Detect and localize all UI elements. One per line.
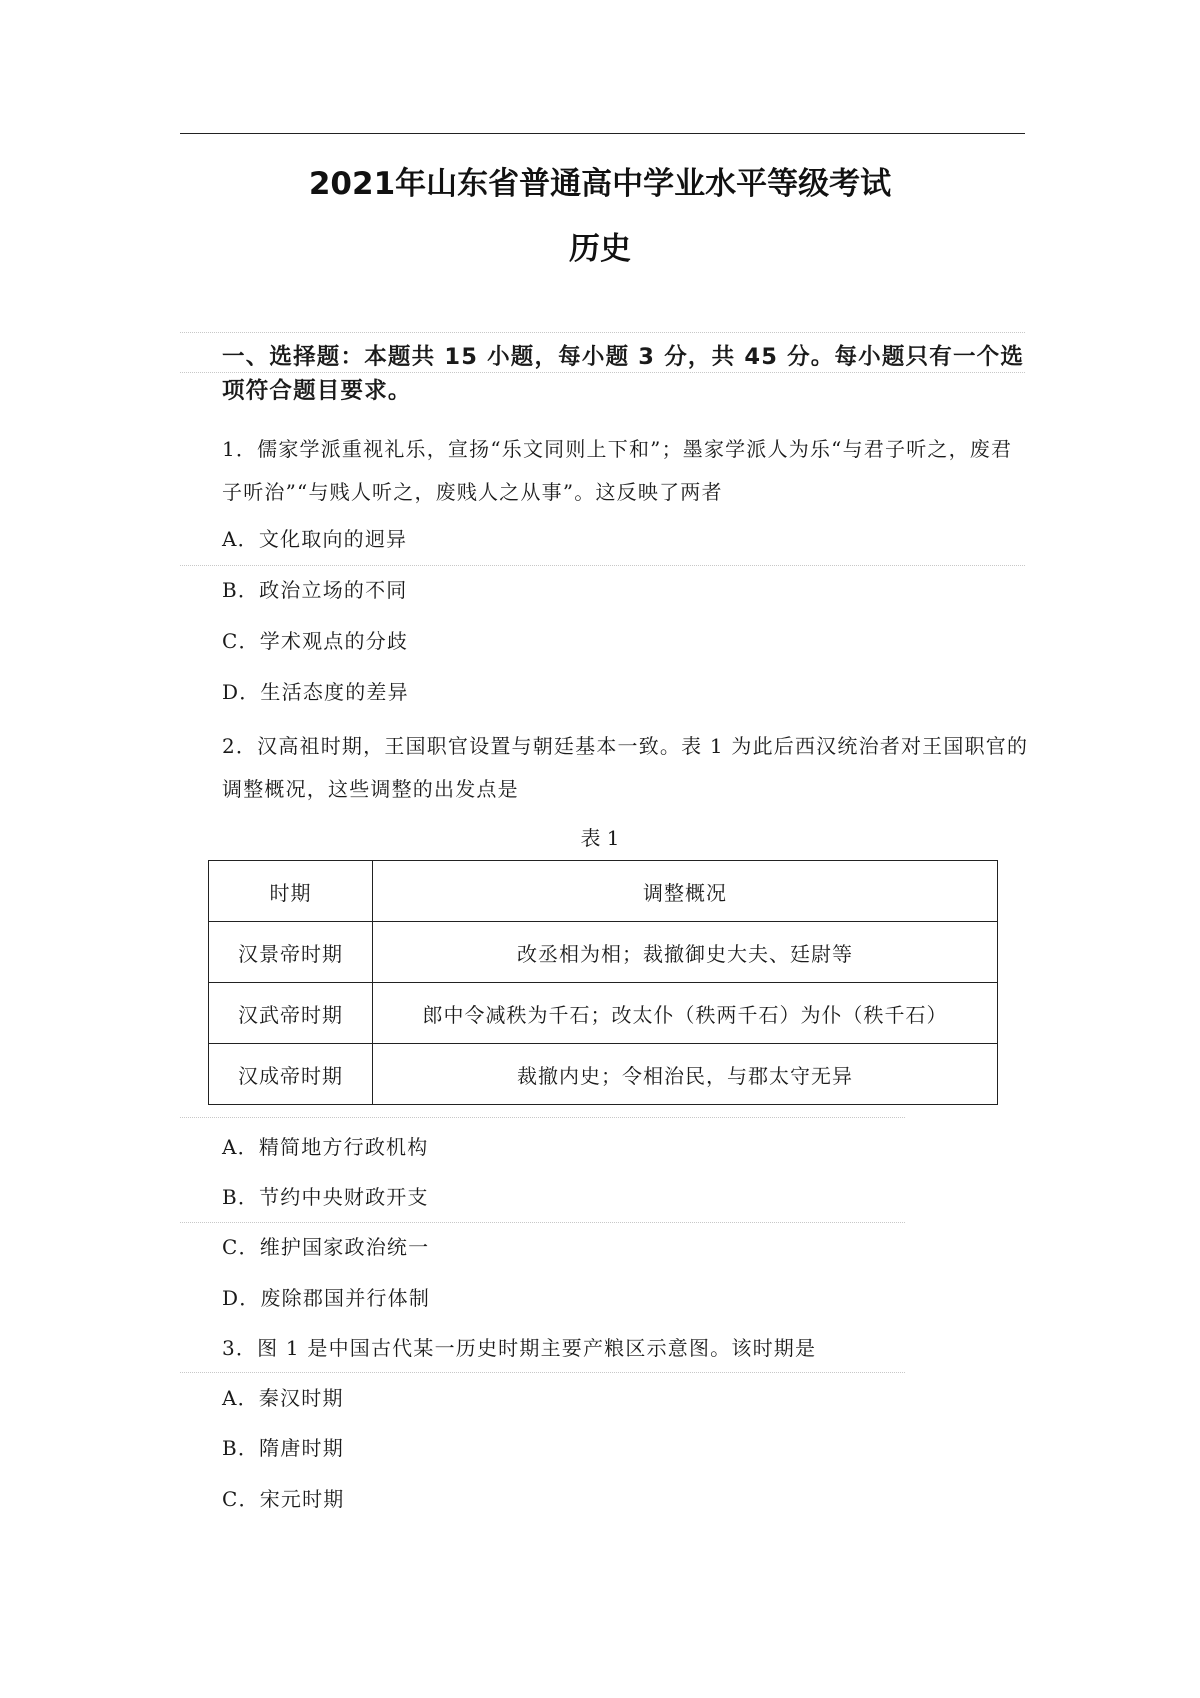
question-2-option-c: C．维护国家政治统一 [222,1235,430,1259]
dotted-divider [180,1222,905,1223]
exam-title: 2021年山东省普通高中学业水平等级考试 [308,166,892,202]
question-3-option-b: B．隋唐时期 [222,1436,344,1460]
table-row [209,922,998,983]
question-2-option-b: B．节约中央财政开支 [222,1185,429,1209]
subject-title: 历史 [569,231,631,267]
question-1-option-c: C．学术观点的分歧 [222,629,409,653]
question-2-stem: 2．汉高祖时期，王国职官设置与朝廷基本一致。表 1 为此后西汉统治者对王国职官的调整概况，这些调整的出发点是 [222,734,1029,801]
table-caption: 表 1 [580,826,620,850]
question-3-option-c: C．宋元时期 [222,1487,345,1511]
dotted-divider [180,565,1025,566]
adjustment-table [208,860,998,1105]
table-cell: 汉武帝时期 [209,983,373,1044]
question-1-stem: 1．儒家学派重视礼乐，宣扬“乐文同则上下和”；墨家学派人为乐“与君子听之，废君子听治”“与贱人听之，废贱人之从事”。这反映了两者 [222,437,1013,504]
question-3-option-a: A．秦汉时期 [222,1386,344,1410]
dotted-divider [180,1372,905,1373]
table-header-row [209,861,998,922]
table-cell: 改丞相为相；裁撤御史大夫、廷尉等 [373,922,998,983]
question-2-option-a: A．精简地方行政机构 [222,1135,429,1159]
top-rule [180,133,1025,134]
dotted-divider [180,372,1025,373]
question-1-option-a: A．文化取向的迥异 [222,527,408,551]
dotted-divider [180,332,1025,333]
table-row [209,1044,998,1105]
question-1-option-d: D．生活态度的差异 [222,680,409,704]
question-1-option-b: B．政治立场的不同 [222,578,408,602]
table-cell: 裁撤内史；令相治民，与郡太守无异 [373,1044,998,1105]
table-row [209,983,998,1044]
table-cell: 汉景帝时期 [209,922,373,983]
question-3-stem: 3．图 1 是中国古代某一历史时期主要产粮区示意图。该时期是 [222,1336,817,1360]
question-2-option-d: D．废除郡国并行体制 [222,1286,431,1310]
section-heading: 一、选择题：本题共 15 小题，每小题 3 分，共 45 分。每小题只有一个选项符合题目要求。 [222,344,1025,404]
dotted-divider [180,1117,905,1118]
table-header-cell: 时期 [209,861,373,922]
table-cell: 汉成帝时期 [209,1044,373,1105]
table-header-cell: 调整概况 [373,861,998,922]
table-cell: 郎中令减秩为千石；改太仆（秩两千石）为仆（秩千石） [373,983,998,1044]
